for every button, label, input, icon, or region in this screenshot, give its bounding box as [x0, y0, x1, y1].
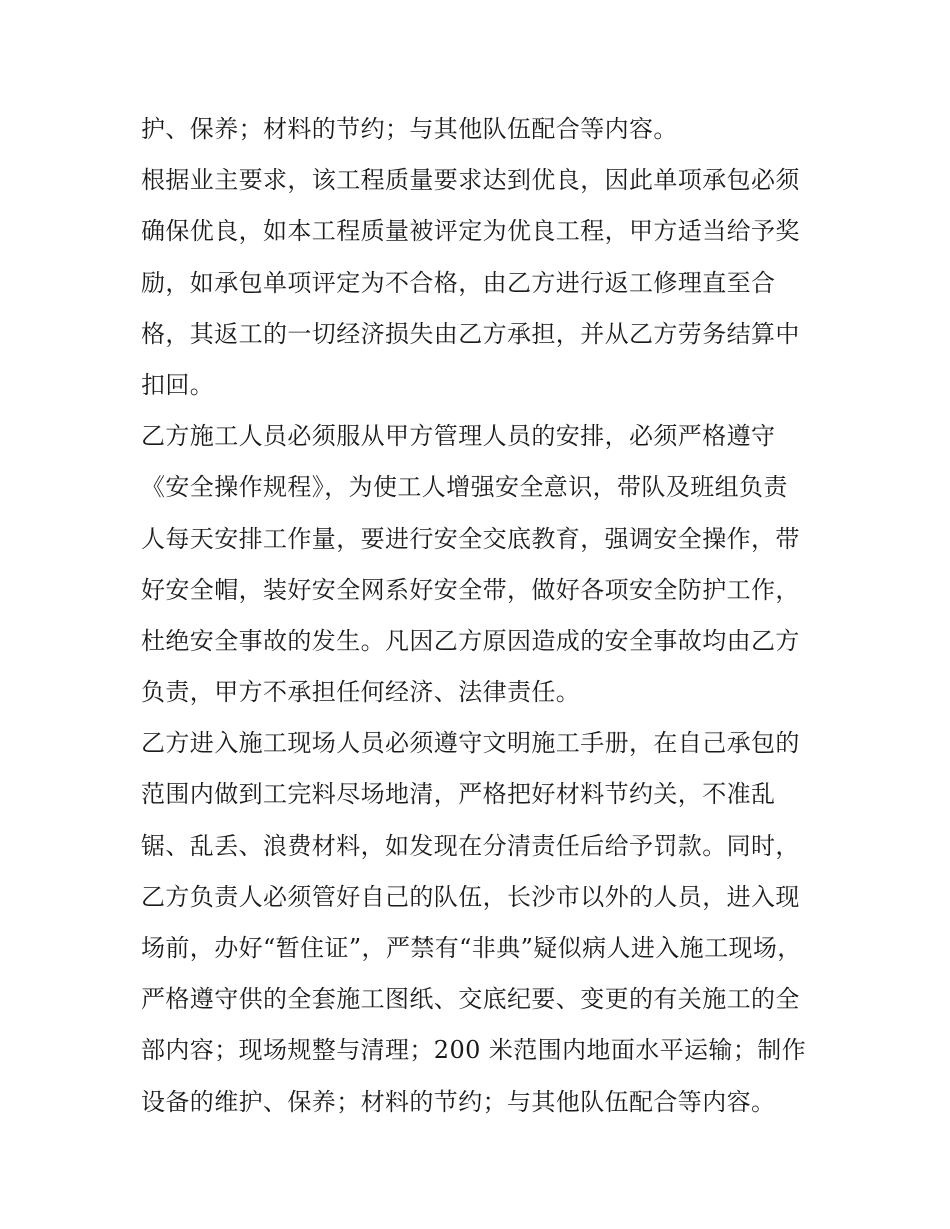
- text-line: 部内容；现场规整与清理；200 米范围内地面水平运输；制作: [141, 1036, 807, 1065]
- text-line: 人每天安排工作量，要进行安全交底教育，强调安全操作，带: [141, 524, 800, 553]
- text-line: 乙方施工人员必须服从甲方管理人员的安排，必须严格遵守: [141, 422, 776, 451]
- text-line: 负责，甲方不承担任何经济、法律责任。: [141, 678, 581, 707]
- text-line: 《安全操作规程》，为使工人增强安全意识，带队及班组负责: [141, 473, 788, 502]
- text-line: 护、保养；材料的节约；与其他队伍配合等内容。: [141, 115, 678, 143]
- text-line: 格，其返工的一切经济损失由乙方承担，并从乙方劳务结算中: [141, 319, 800, 348]
- text-line: 乙方负责人必须管好自己的队伍，长沙市以外的人员，进入现: [141, 882, 800, 911]
- text-line: 好安全帽，装好安全网系好安全带，做好各项安全防护工作，: [141, 575, 800, 604]
- document-body: [141, 104, 821, 1128]
- text-line: 乙方进入施工现场人员必须遵守文明施工手册，在自己承包的: [141, 729, 800, 758]
- text-line: 严格遵守供的全套施工图纸、交底纪要、变更的有关施工的全: [141, 985, 800, 1014]
- text-line: 锯、乱丢、浪费材料，如发现在分清责任后给予罚款。同时，: [141, 831, 800, 860]
- text-line: 根据业主要求，该工程质量要求达到优良，因此单项承包必须: [141, 166, 800, 195]
- text-line: 扣回。: [141, 370, 215, 399]
- text-line: 杜绝安全事故的发生。凡因乙方原因造成的安全事故均由乙方: [141, 626, 800, 655]
- text-line: 确保优良，如本工程质量被评定为优良工程，甲方适当给予奖: [141, 217, 800, 246]
- text-line: 设备的维护、保养；材料的节约；与其他队伍配合等内容。: [141, 1087, 776, 1116]
- text-line: 范围内做到工完料尽场地清，严格把好材料节约关，不准乱: [141, 780, 776, 809]
- text-line: 场前，办好“暂住证”，严禁有“非典”疑似病人进入施工现场，: [141, 934, 802, 962]
- text-line: 励，如承包单项评定为不合格，由乙方进行返工修理直至合: [141, 268, 776, 297]
